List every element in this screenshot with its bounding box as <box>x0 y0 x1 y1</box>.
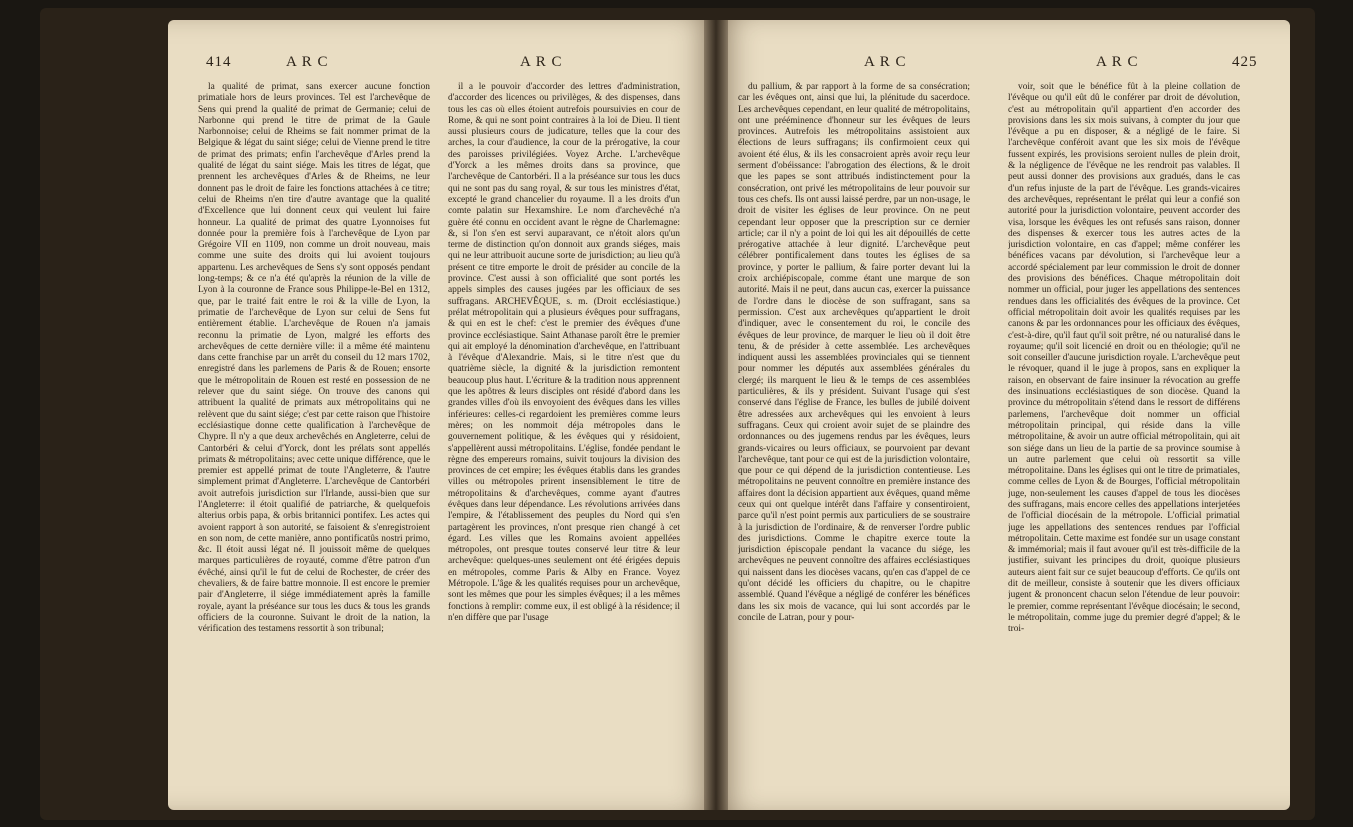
right-column-1-text: du pallium, & par rapport à la forme de sa consécration; car les évêques ont, ainsi que lui, la plénitude du sacerdoce. Les archevêques cependant, en leur qualité de métropolitains, ont une prééminence d'honneur sur les évêques de leurs provinces. Autrefois les métropolitains assistoient aux élections de leurs suffragans; ils confirmoient ceux qui avoient été élus, & ils les consacroient après avoir reçu leur serment d'obéissance: l'abrogation des élections, & le droit que les papes se sont attribués indistinctement pour la consécration, ont privé les métropolitains de leur pouvoir sur tous ces chefs. Ils ont aussi laissé perdre, par un non-usage, le droit de visiter les églises de leur province. On ne peut cependant leur opposer que la prescription sur ce dernier article; car il n'y a point de loi qui les ait dépouillés de cette prérogative attachée à leur dignité. L'archevêque peut célébrer pontificalement dans toutes les églises de sa province, y porter le pallium, & faire porter devant lui la croix archiépiscopale, comme étant une marque de son autorité. Mais il ne peut, dans aucun cas, exercer la puissance de l'ordre dans le diocèse de son suffragant, sans sa permission. C'est aux archevêques qu'appartient le droit d'indiquer, avec le consentement du roi, le concile des évêques de leur province, de marquer le lieu où il doit être tenu, & de présider à cette assemblée. Les archevêques indiquent aussi les assemblées provinciales qui se tiennent pour nommer les députés aux assemblées générales du clergé; ils marquent le lieu & le temps de ces assemblées particulières, & ils y président. Suivant l'usage qui s'est conservé dans l'église de France, les bulles de jubilé doivent être adressées aux archevêques qui les envoient à leurs suffragans. Ceux qui croient avoir sujet de se plaindre des ordonnances ou des jugemens rendus par les évêques, leurs grands-vicaires ou leurs officiaux, se pourvoient par devant l'archevêque, tant pour ce qui est de la jurisdiction volontaire, que pour ce qui dépend de la jurisdiction contentieuse. Les métropolitains ne peuvent connoître en première instance des affaires dont la décision appartient aux évêques, quand même ceux qui ont quelque intérêt dans l'affaire y consentiroient, parce qu'il n'est point permis aux particuliers de se soustraire à la jurisdiction de l'ordinaire, & de renverser l'ordre public des jurisdictions. Comme le chapitre exerce toute la jurisdiction épiscopale pendant la vacance du siége, les archevêques ne peuvent connoître des affaires ecclésiastiques qui naissent dans les diocèses vacans, qu'en cas d'appel de ce qu'ont décidé les officiers du chapitre, ou le chapitre assemblé. Quand l'évêque a négligé de conférer les bénéfices dans les six mois de vacance, qui lui sont accordés par le concile de Latran, pour y pour- <box>738 82 970 623</box>
right-running-head-2: A R C <box>1096 54 1139 70</box>
right-column-1 <box>738 82 970 794</box>
right-page-number: 425 <box>1232 54 1258 70</box>
left-column-1-text: la qualité de primat, sans exercer aucune fonction primatiale hors de leurs provinces. Tel est l'archevêque de Sens qui prend la qualité de primat de Germanie; celui de Narbonne qui prend le titre de primat de la Gaule Narbonnoise; celui de Rheims se fait nommer primat de la Belgique & légat du saint siége; celui de Vienne prend le titre de primat des primats; enfin l'archevêque d'Arles prend la qualité de légat du saint siége. Mais les titres de légat, que prennent les archevêques d'Arles & de Rheims, ne leur donnent pas le droit de faire les fonctions attachées à ce titre; celui de Rheims n'en tire d'autre avantage que la qualité d'Excellence que lui donnent ceux qui veulent lui faire honneur. La qualité de primat des quatre Lyonnoises fut donnée pour la première fois à l'archevêque de Lyon par Grégoire VII en 1109, non comme un droit nouveau, mais comme une suite des droits qui lui avoient toujours appartenu. Les archevêques de Sens s'y sont opposés pendant long-temps; & ce n'a été qu'après la réunion de la ville de Lyon à la couronne de France sous Philippe-le-Bel en 1312, que, par le traité fait entre le roi & la ville de Lyon, la primatie de l'archevêque de Lyon sur celui de Sens fut entièrement établie. L'archevêque de Rouen n'a jamais reconnu la primatie de Lyon, malgré les efforts des archevêques de cette dernière ville: il a même été maintenu dans cette franchise par un arrêt du conseil du 12 mars 1702, enregistré dans les parlemens de Paris & de Rouen; ensorte que le métropolitain de Rouen est resté en possession de ne relever que du saint siége. On trouve des canons qui attribuent la qualité de primats aux métropolitains qui ne relèvent que du saint siége; c'est par cette raison que l'histoire ecclésiastique donne cette qualification à l'archevêque de Chypre. Il n'y a que deux archevêchés en Angleterre, celui de Cantorbéri & celui d'Yorck, dont les prélats sont appellés primats & métropolitains; avec cette unique différence, que le premier est appellé primat de toute l'Angleterre, & l'autre simplement primat d'Angleterre. L'archevêque de Cantorbéri avoit autrefois jurisdiction sur l'Irlande, aussi-bien que sur l'Angleterre: il étoit qualifié de patriarche, & quelquefois alterius orbis papa, & orbis britannici pontifex. Les actes qui avoient rapport à son autorité, se faisoient & s'enregistroient en son nom, de cette manière, anno pontificatûs nostri primo, &c. Il étoit aussi légat né. Il jouissoit même de quelques marques particulières de royauté, comme d'être patron d'un évêché, ainsi qu'il le fut de celui de Rochester, de créer des chevaliers, & de faire battre monnoie. Il est encore le premier pair d'Angleterre, il siége immédiatement après la famille royale, ayant la préséance sur tous les ducs & tous les grands officiers de la couronne. Suivant le droit de la nation, la vérification des testamens ressortit à son tribunal; <box>198 82 430 635</box>
left-running-head-1: A R C <box>286 54 329 70</box>
left-page-number: 414 <box>206 54 232 70</box>
right-running-head-1: A R C <box>864 54 907 70</box>
left-column-2-text: il a le pouvoir d'accorder des lettres d'administration, d'accorder des licences ou privilèges, & des dispenses, dans tous les cas où elles étoient autrefois poursuivies en cour de Rome, & qui ne sont point contraires à la loi de Dieu. Il tient aussi plusieurs cours de judicature, telles que la cour des arches, la cour d'audience, la cour de la prérogative, la cour des paroisses privilégiées. Voyez Arche. L'archevêque d'Yorck a les mêmes droits dans sa province, que l'archevêque de Cantorbéri. Il a la préséance sur tous les ducs qui ne sont pas du sang royal, & sur tous les ministres d'état, excepté le grand chancelier du royaume. Il a les droits d'un comte palatin sur Hexamshire. Le nom d'archevêché n'a guère été connu en occident avant le règne de Charlemagne: &, si l'on s'en est servi auparavant, ce n'étoit alors qu'un terme de distinction qu'on donnoit aux grands siéges, mais qui ne leur attribuoit aucune sorte de jurisdiction; au lieu qu'à présent ce titre emporte le droit de présider au concile de la province. C'est aussi à son officialité que sont portés les appels simples des causes jugées par les officiaux de ses suffragans. ARCHEVÊQUE, s. m. (Droit ecclésiastique.) prélat métropolitain qui a plusieurs évêques pour suffragans, & qui en est le chef: c'est le premier des évêques d'une province ecclésiastique. Saint Athanase paroît être le premier qui ait employé la dénomination d'archevêque, en l'attribuant à l'évêque d'Alexandrie. Mais, si le titre n'est que du quatrième siècle, la dignité & la jurisdiction remontent beaucoup plus haut. L'écriture & la tradition nous apprennent que les apôtres & leurs disciples ont résidé d'abord dans les grandes villes d'où ils envoyoient des évêques dans les villes inférieures: celles-ci regardoient les premières comme leurs mères; on les nommoit déja métropoles dans le gouvernement politique, & les évêques qui y résidoient, s'appellèrent aussi métropolitains. L'église, fondée pendant le règne des empereurs romains, suivit toujours la division des provinces de cet empire; les évêques établis dans les grandes villes ou métropoles prirent insensiblement le titre de métropolitains & d'archevêques, comme ayant d'autres évêques dans leur dépendance. Les révolutions arrivées dans l'empire, & l'établissement des peuples du Nord qui s'en partagèrent les provinces, n'ont presque rien changé à cet égard. Les villes que les Romains avoient appellées métropoles, ont presque toutes conservé leur titre & leur archevêque: quelques-unes seulement ont été érigées depuis en métropoles, comme Paris & Alby en France. Voyez Métropole. L'âge & les qualités requises pour un archevêque, sont les mêmes que pour les simples évêques; il a les mêmes fonctions à remplir: comme eux, il est obligé à la résidence; il n'en diffère que par l'usage <box>448 82 680 623</box>
right-column-2-text: voir, soit que le bénéfice fût à la pleine collation de l'évêque ou qu'il eût dû le conférer par droit de dévolution, c'est au métropolitain qu'il appartient d'en accorder des provisions dans les six mois suivans, à compter du jour que l'évêque a pu en disposer, & a négligé de le faire. Si l'archevêque conféroit avant que les six mois de l'évêque fussent expirés, les provisions seroient nulles de plein droit, & la négligence de l'évêque ne les rendroit pas valables. Il peut aussi donner des provisions aux gradués, dans le cas d'un refus injuste de la part de l'évêque. Les grands-vicaires des archevêques, représentant le prélat qui leur a confié son autorité pour la jurisdiction volontaire, peuvent accorder des visa, lorsque les évêques les ont refusés sans raison, donner des dispenses & exercer tous les autres actes de la jurisdiction volontaire, en cas d'appel; même conférer les bénéfices vacans par dévolution, si l'archevêque leur a accordé spécialement par leur commission le droit de donner des provisions des bénéfices. Chaque métropolitain doit nommer un official, pour juger les appellations des sentences rendues dans les officialités des évêques de la province. Cet official métropolitain doit avoir les qualités requises par les canons & par les ordonnances pour les officiaux des évêques, c'est-à-dire, qu'il faut qu'il soit prêtre, né ou naturalisé dans le royaume; qu'il soit licencié en droit ou en théologie; qu'il ne soit conseiller d'aucune jurisdiction royale. L'archevêque peut le révoquer, quand il le juge à propos, sans en expliquer la raison, en observant de faire insinuer la révocation au greffe des insinuations ecclésiastiques de son diocèse. Quand la province du métropolitain s'étend dans le ressort de différens parlemens, l'archevêque doit nommer un official métropolitain principal, qui réside dans la ville métropolitaine, & avoir un autre official métropolitain, qui ait son siége dans un lieu de la partie de sa province soumise à un autre parlement que celui où ressortit sa ville métropolitaine. Dans les églises qui ont le titre de primatiales, comme celles de Lyon & de Bourges, l'official métropolitain juge, non-seulement les causes d'appel de tous les diocèses des suffragans, mais encore celles des appellations interjetées de l'official diocésain de la métropole. L'official primatial juge les appellations des sentences rendues par l'official métropolitain. Cette maxime est fondée sur un usage constant & immémorial; mais il faut avouer qu'il est très-difficile de la justifier, suivant les principes du droit, quoique plusieurs auteurs aient fait sur ce sujet beaucoup d'efforts. Ce qu'ils ont dit de meilleur, consiste à soutenir que les divers officiaux jugent & prononcent chacun selon l'étendue de leur pouvoir: le premier, comme représentant l'évêque diocésain; le second, le métropolitain, comme juge du premier degré d'appel; & le troi- <box>1008 82 1240 635</box>
right-column-2 <box>1008 82 1240 794</box>
book-gutter <box>704 20 728 810</box>
book-spread <box>40 8 1315 820</box>
right-page <box>716 20 1290 810</box>
left-column-1 <box>198 82 430 794</box>
left-running-head-2: A R C <box>520 54 563 70</box>
left-column-2 <box>448 82 680 794</box>
left-page <box>168 20 716 810</box>
